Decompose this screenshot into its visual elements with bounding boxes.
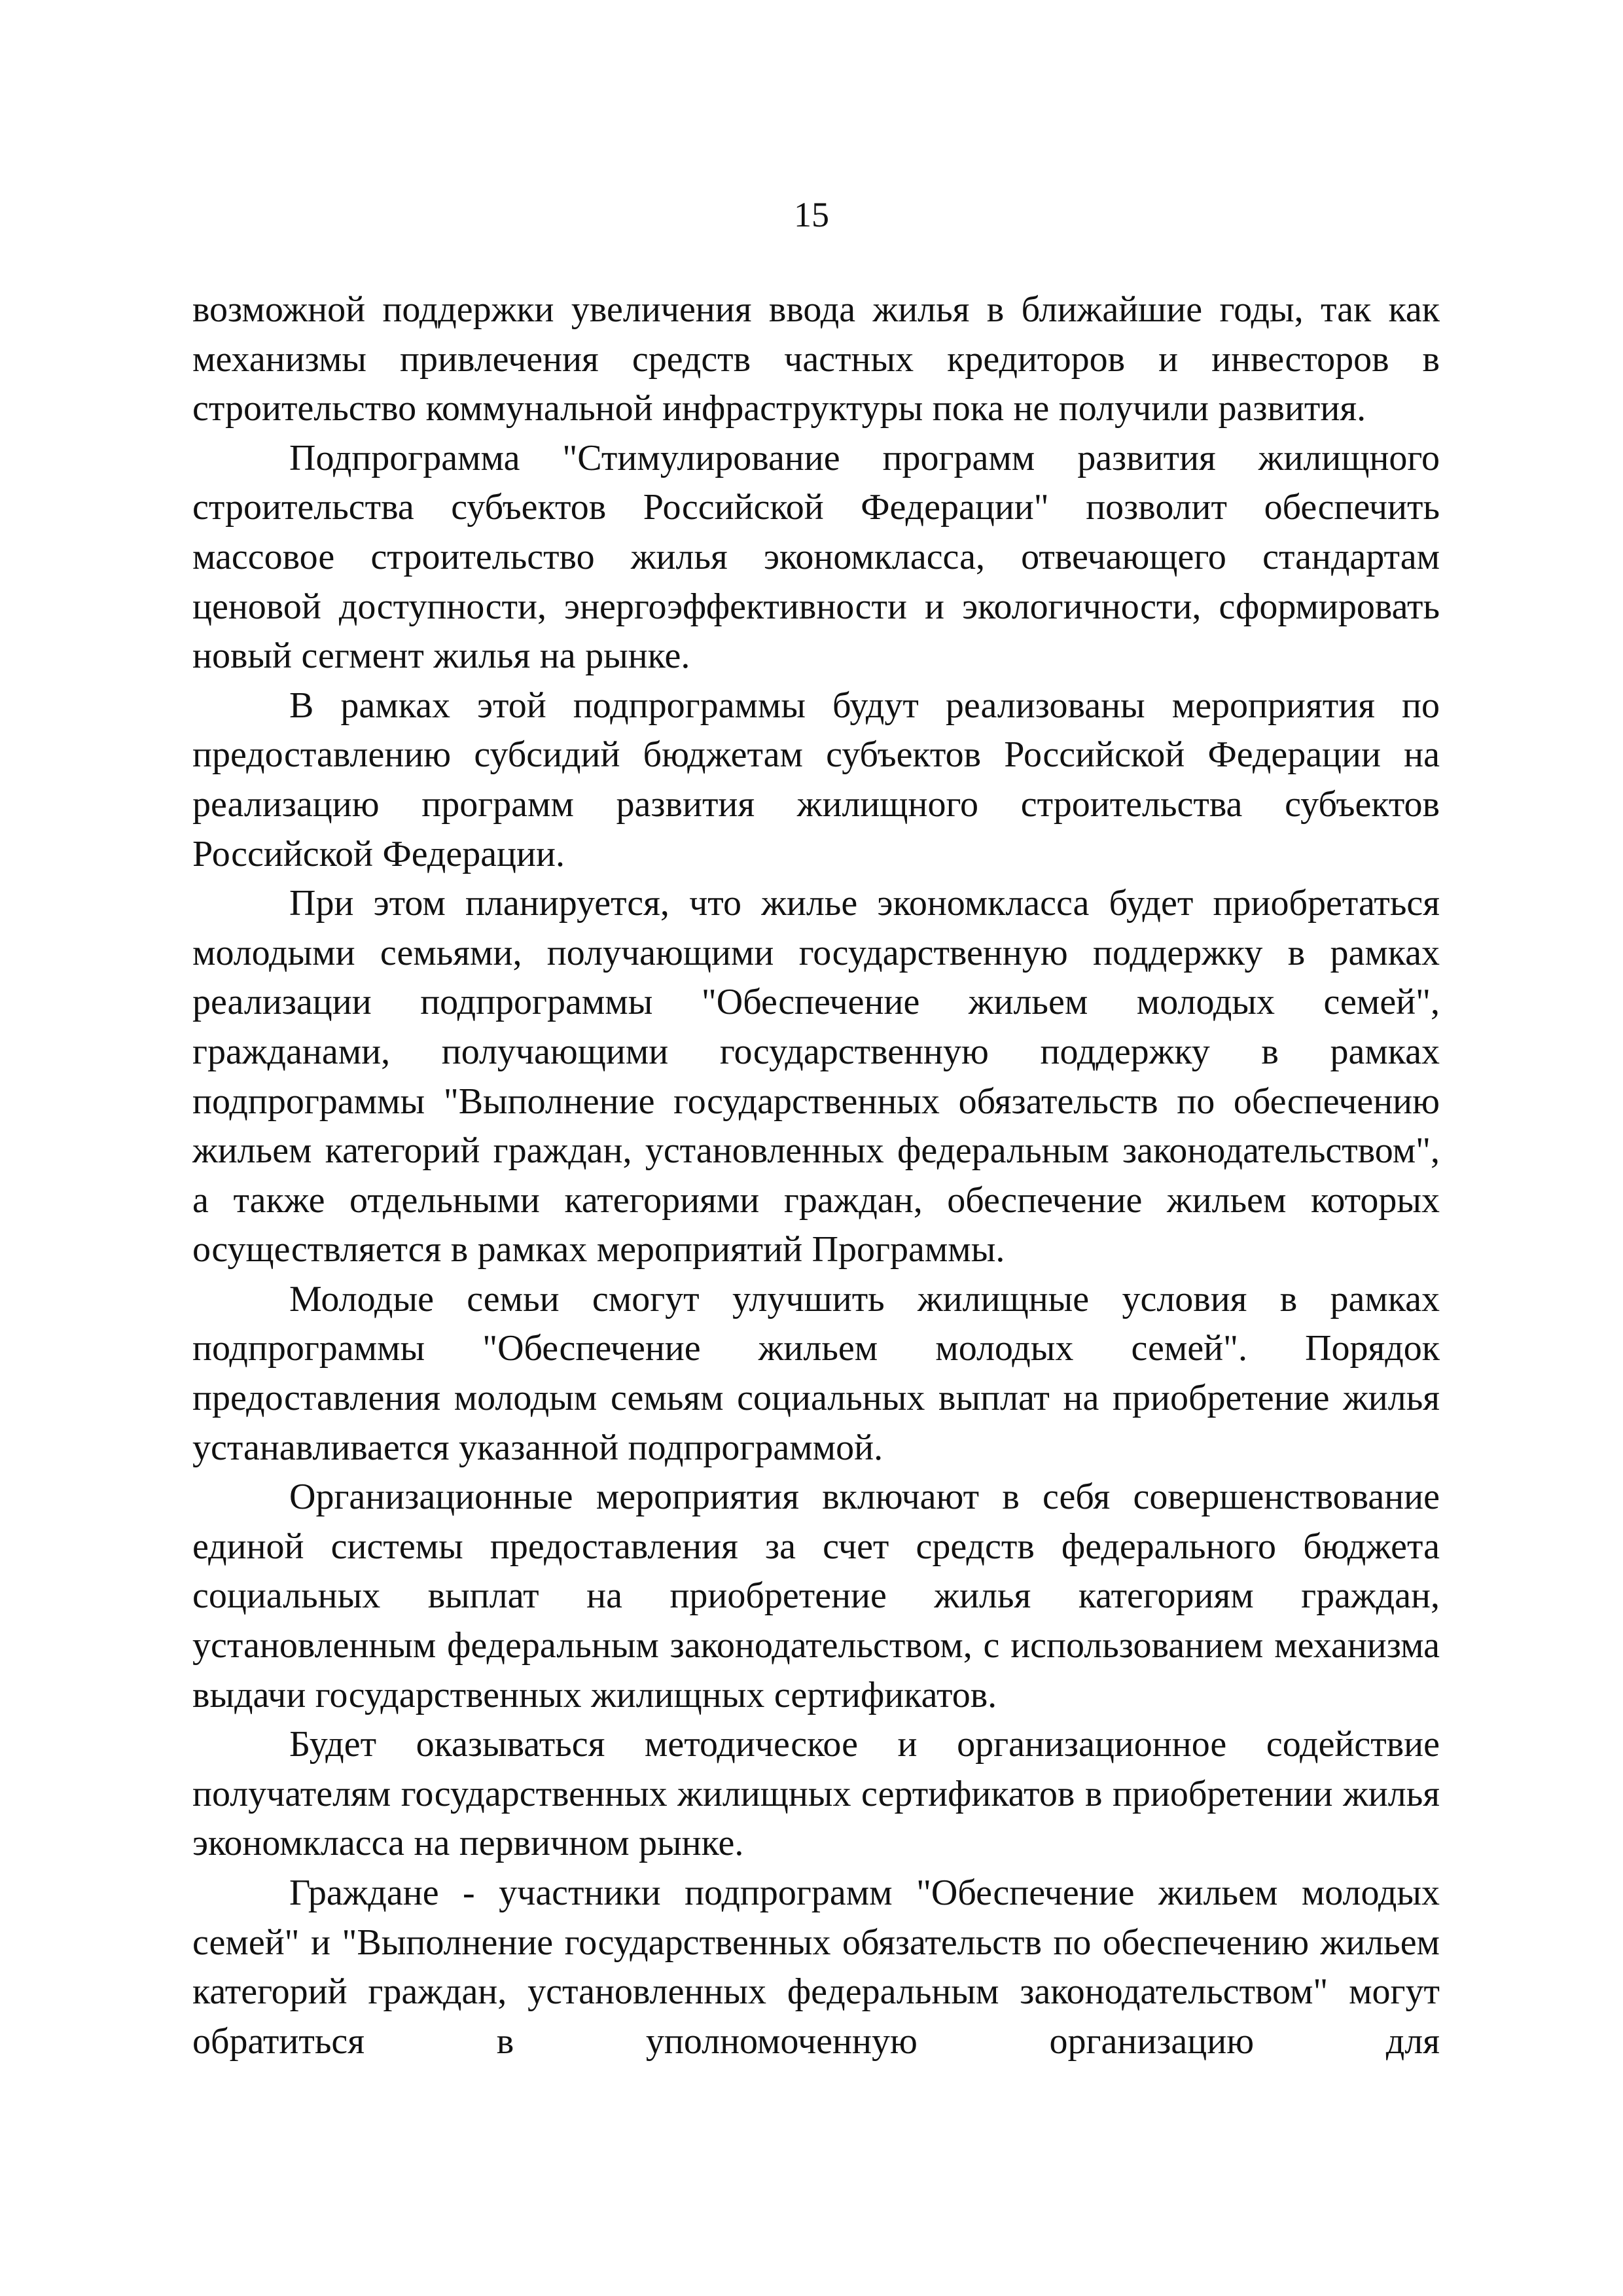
paragraph-subsidies: В рамках этой подпрограммы будут реализованы мероприятия по предоставлению субсидий бюджетам субъектов Российской Федерации на реализацию программ развития жилищного строительства субъектов Российской Федерации. [192,685,1440,874]
paragraph-citizens-participants: Граждане - участники подпрограмм "Обеспечение жильем молодых семей" и "Выполнение государственных обязательств по обеспечению жильем категорий граждан, установленных федеральным законодательством" могут обратиться в уполномоченную организацию для [192,1873,1440,2062]
paragraph-subprogram-stimulation: Подпрограмма "Стимулирование программ развития жилищного строительства субъектов Российской Федерации" позволит обеспечить массовое строительство жилья экономкласса, отвечающего стандартам ценовой доступности, энергоэффективности и экологичности, сформировать новый сегмент жилья на рынке. [192,437,1440,677]
paragraph-continued: возможной поддержки увеличения ввода жилья в ближайшие годы, так как механизмы привлечения средств частных кредиторов и инвесторов в строительство коммунальной инфраструктуры пока не получили развития. [192,289,1440,429]
paragraph-young-families: Молодые семьи смогут улучшить жилищные условия в рамках подпрограммы "Обеспечение жильем молодых семей". Порядок предоставления молодым семьям социальных выплат на приобретение жилья устанавливается указанной подпрограммой. [192,1278,1440,1468]
paragraph-economy-housing-buyers: При этом планируется, что жилье экономкласса будет приобретаться молодыми семьями, получающими государственную поддержку в рамках реализации подпрограммы "Обеспечение жильем молодых семей", гражданами, получающими государственную поддержку в рамках подпрограммы "Выполнение государственных обязательств по обеспечению жильем категорий граждан, установленных федеральным законодательством", а также отдельными категориями граждан, обеспечение жильем которых осуществляется в рамках мероприятий Программы. [192,883,1440,1270]
paragraph-organizational-measures: Организационные мероприятия включают в себя совершенствование единой системы предоставления за счет средств федерального бюджета социальных выплат на приобретение жилья категориям граждан, установленным федеральным законодательством, с использованием механизма выдачи государственных жилищных сертификатов. [192,1477,1440,1715]
page-number: 15 [794,195,829,234]
paragraph-methodical-assistance: Будет оказываться методическое и организационное содействие получателям государственных жилищных сертификатов в приобретении жилья экономкласса на первичном рынке. [192,1724,1440,1864]
body-text [192,285,1440,2066]
